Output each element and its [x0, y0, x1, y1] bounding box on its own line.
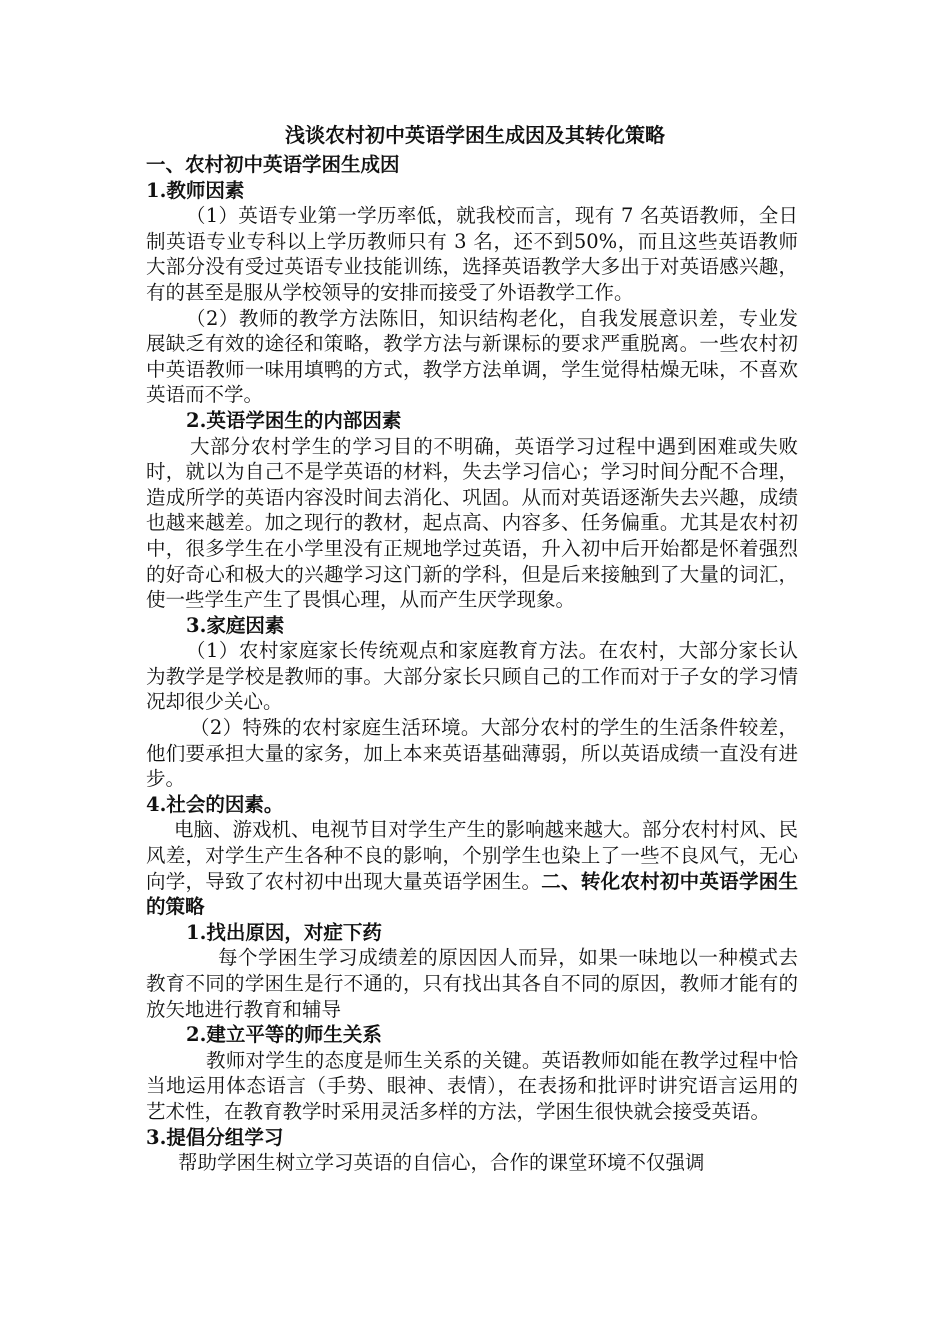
- section-heading-2: 二、转化农村初中英语学困生的策略: [146, 869, 798, 919]
- document-page: [146, 118, 798, 1176]
- subsection-heading-1-4: 4.社会的因素。: [146, 792, 284, 816]
- section-heading-1: 一、农村初中英语学困生成因: [146, 153, 400, 176]
- subsection-heading-1-3: 3.家庭因素: [186, 613, 285, 637]
- paragraph-2-1-1: 每个学困生学习成绩差的原因因人而异，如果一味地以一种模式去教育不同的学困生是行不通的，只有找出其各自不同的原因，教师才能有的放矢地进行教育和辅导: [146, 946, 798, 1021]
- subsection-heading-2-3: 3.提倡分组学习: [146, 1125, 284, 1149]
- paragraph-1-3-2: （2）特殊的农村家庭生活环境。大部分农村的学生的生活条件较差，他们要承担大量的家务，加上本来英语基础薄弱，所以英语成绩一直没有进步。: [146, 716, 798, 791]
- subsection-heading-1-2: 2.英语学困生的内部因素: [186, 408, 402, 432]
- paragraph-1-2-1: 大部分农村学生的学习目的不明确，英语学习过程中遇到困难或失败时，就以为自己不是学英语的材料，失去学习信心；学习时间分配不合理，造成所学的英语内容没时间去消化、巩固。从而对英语逐渐失去兴趣，成绩也越来越差。加之现行的教材，起点高、内容多、任务偏重。尤其是农村初中，很多学生在小学里没有正规地学过英语，升入初中后开始都是怀着强烈的好奇心和极大的兴趣学习这门新的学科，但是后来接触到了大量的词汇，使一些学生产生了畏惧心理，从而产生厌学现象。: [146, 434, 798, 612]
- paragraph-1-1-1: （1）英语专业第一学历率低，就我校而言，现有 7 名英语教师，全日制英语专业专科以上学历教师只有 3 名，还不到50%，而且这些英语教师大部分没有受过英语专业技能训练，选择英语教学大多出于对英语感兴趣，有的甚至是服从学校领导的安排而接受了外语教学工作。: [146, 204, 798, 304]
- paragraph-1-3-1: （1）农村家庭家长传统观点和家庭教育方法。在农村，大部分家长认为教学是学校是教师的事。大部分家长只顾自己的工作而对于子女的学习情况却很少关心。: [146, 639, 798, 714]
- subsection-heading-1-1: 1.教师因素: [146, 178, 245, 202]
- subsection-heading-2-1: 1.找出原因，对症下药: [186, 920, 382, 944]
- paragraph-2-2-1: 教师对学生的态度是师生关系的关键。英语教师如能在教学过程中恰当地运用体态语言（手势、眼神、表情），在表扬和批评时讲究语言运用的艺术性，在教育教学时采用灵活多样的方法，学困生很快就会接受英语。: [146, 1048, 798, 1123]
- paragraph-1-4-1-text: 电脑、游戏机、电视节目对学生产生的影响越来越大。部分农村村风、民风差，对学生产生各种不良的影响，个别学生也染上了一些不良风气，无心向学，导致了农村初中出现大量英语学困生。: [146, 818, 799, 893]
- paragraph-1-4-1: [146, 817, 798, 919]
- subsection-heading-2-2: 2.建立平等的师生关系: [186, 1023, 382, 1047]
- paragraph-1-1-2: （2）教师的教学方法陈旧，知识结构老化，自我发展意识差，专业发展缺乏有效的途径和策略，教学方法与新课标的要求严重脱离。一些农村初中英语教师一味用填鸭的方式，教学方法单调，学生觉得枯燥无味，不喜欢英语而不学。: [146, 306, 798, 407]
- paragraph-2-3-1: 帮助学困生树立学习英语的自信心，合作的课堂环境不仅强调: [178, 1151, 705, 1175]
- document-title: 浅谈农村初中英语学困生成因及其转化策略: [285, 123, 665, 147]
